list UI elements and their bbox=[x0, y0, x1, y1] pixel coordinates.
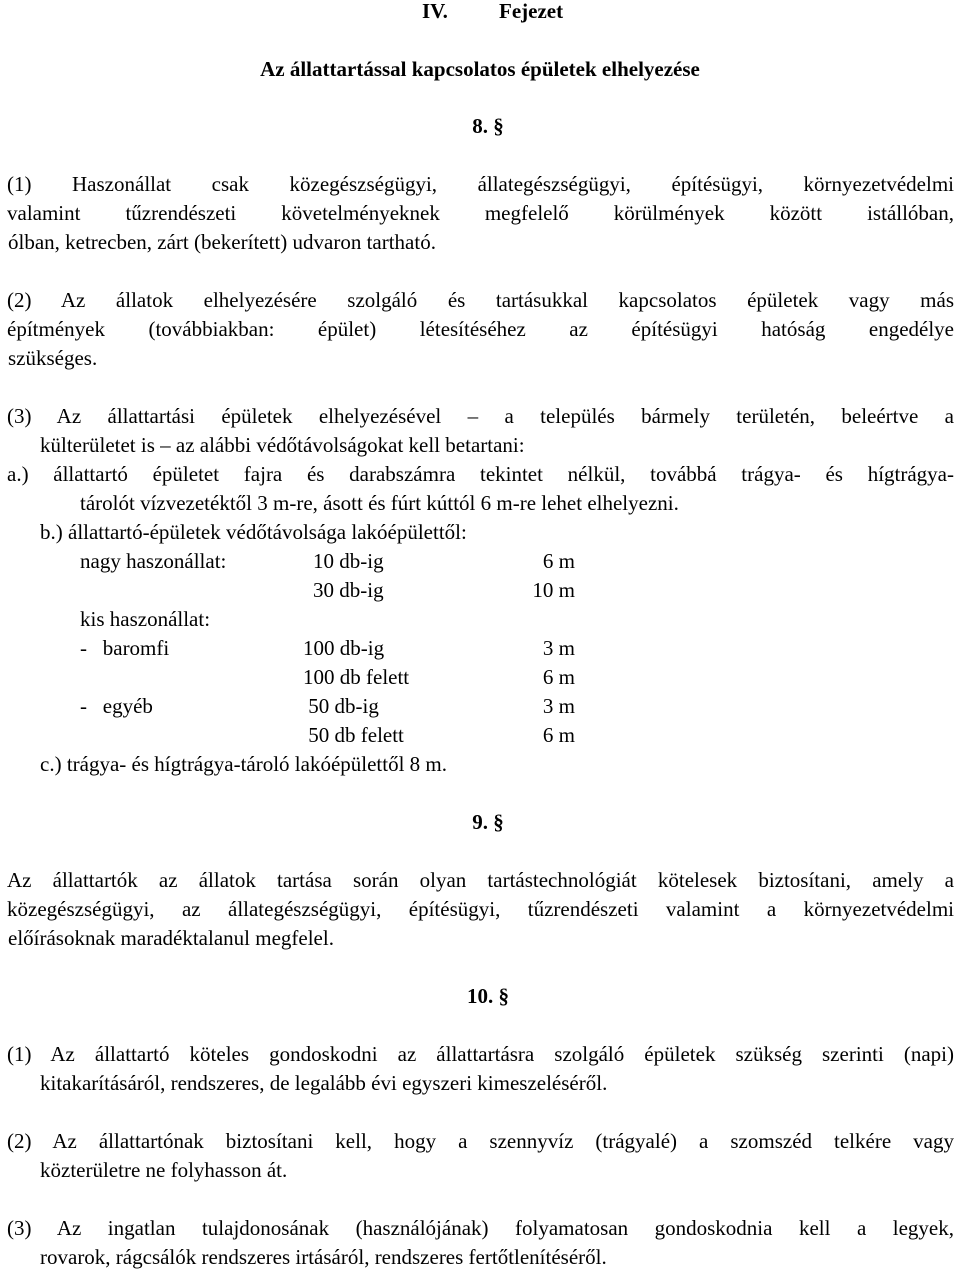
text-line: külterületet is – az alábbi védőtávolságokat kell betartani: bbox=[40, 433, 525, 457]
text-line: Az állattartók az állatok tartása során olyan tartástechnológiát kötelesek biztosítani, amely a bbox=[7, 868, 954, 892]
table-cell-label: - egyéb bbox=[80, 694, 153, 718]
table-cell-count: 10 db-ig bbox=[313, 549, 384, 573]
text-line: (3) Az ingatlan tulajdonosának (használójának) folyamatosan gondoskodnia kell a legyek, bbox=[7, 1216, 954, 1240]
table-cell-label: - baromfi bbox=[80, 636, 170, 660]
text-line: (1) Haszonállat csak közegészségügyi, állategészségügyi, építésügyi, környezetvédelmi bbox=[7, 172, 954, 196]
table-cell-count: 100 db-ig bbox=[303, 636, 385, 660]
section-8-heading: 8. § bbox=[472, 114, 504, 138]
table-cell-count: 50 db-ig bbox=[303, 694, 379, 718]
text-line: közegészségügyi, az állategészségügyi, építésügyi, tűzrendészeti valamint a környezetvédelmi bbox=[7, 897, 954, 921]
text-line: a.) állattartó épületet fajra és darabszámra tekintet nélkül, továbbá trágya- és hígtrágya- bbox=[7, 462, 954, 486]
text-line: kitakarításáról, rendszeres, de legalább évi egyszeri kimeszeléséről. bbox=[40, 1071, 608, 1095]
chapter-label: Fejezet bbox=[499, 0, 564, 23]
text-line: valamint tűzrendészeti követelményeknek megfelelő körülmények között istállóban, bbox=[7, 201, 954, 225]
table-cell-count: 30 db-ig bbox=[313, 578, 384, 602]
table-cell-count: 100 db felett bbox=[303, 665, 410, 689]
table-cell-distance: 10 m bbox=[532, 578, 575, 602]
table-cell-label: nagy haszonállat: bbox=[80, 549, 227, 573]
table-cell-distance: 3 m bbox=[542, 636, 575, 660]
section-9-heading: 9. § bbox=[472, 810, 504, 834]
text-line: (2) Az állattartónak biztosítani kell, hogy a szennyvíz (trágyalé) a szomszéd telkére vagy bbox=[7, 1129, 954, 1153]
text-line: előírásoknak maradéktalanul megfelel. bbox=[8, 926, 334, 950]
table-cell-distance: 6 m bbox=[542, 665, 575, 689]
text-line: tárolót vízvezetéktől 3 m-re, ásott és fúrt kúttól 6 m-re lehet elhelyezni. bbox=[80, 491, 679, 515]
table-cell-label: kis haszonállat: bbox=[80, 607, 211, 631]
table-cell-distance: 3 m bbox=[542, 694, 575, 718]
text-line: (1) Az állattartó köteles gondoskodni az állattartásra szolgáló épületek szükség szerinti (napi) bbox=[7, 1042, 954, 1066]
table-cell-count: 50 db felett bbox=[303, 723, 404, 747]
item-c: c.) trágya- és hígtrágya-tároló lakóépülettől 8 m. bbox=[40, 752, 448, 776]
text-line: (3) Az állattartási épületek elhelyezésével – a település bármely területén, beleértve a bbox=[7, 404, 954, 428]
text-line: építmények (továbbiakban: épület) létesítéséhez az építésügyi hatóság engedélye bbox=[7, 317, 954, 341]
text-line: ólban, ketrecben, zárt (bekerített) udvaron tartható. bbox=[8, 230, 436, 254]
table-cell-distance: 6 m bbox=[542, 549, 575, 573]
section-10-heading: 10. § bbox=[467, 984, 509, 1008]
chapter-number: IV. bbox=[422, 0, 448, 23]
chapter-title: Az állattartással kapcsolatos épületek elhelyezése bbox=[260, 57, 700, 81]
text-line: rovarok, rágcsálók rendszeres irtásáról, rendszeres fertőtlenítéséről. bbox=[40, 1245, 607, 1269]
item-b-heading: b.) állattartó-épületek védőtávolsága lakóépülettől: bbox=[40, 520, 467, 544]
text-line: (2) Az állatok elhelyezésére szolgáló és tartásukkal kapcsolatos épületek vagy más bbox=[7, 288, 954, 312]
text-line: szükséges. bbox=[8, 346, 98, 370]
text-line: közterületre ne folyhasson át. bbox=[40, 1158, 288, 1182]
table-cell-distance: 6 m bbox=[542, 723, 575, 747]
